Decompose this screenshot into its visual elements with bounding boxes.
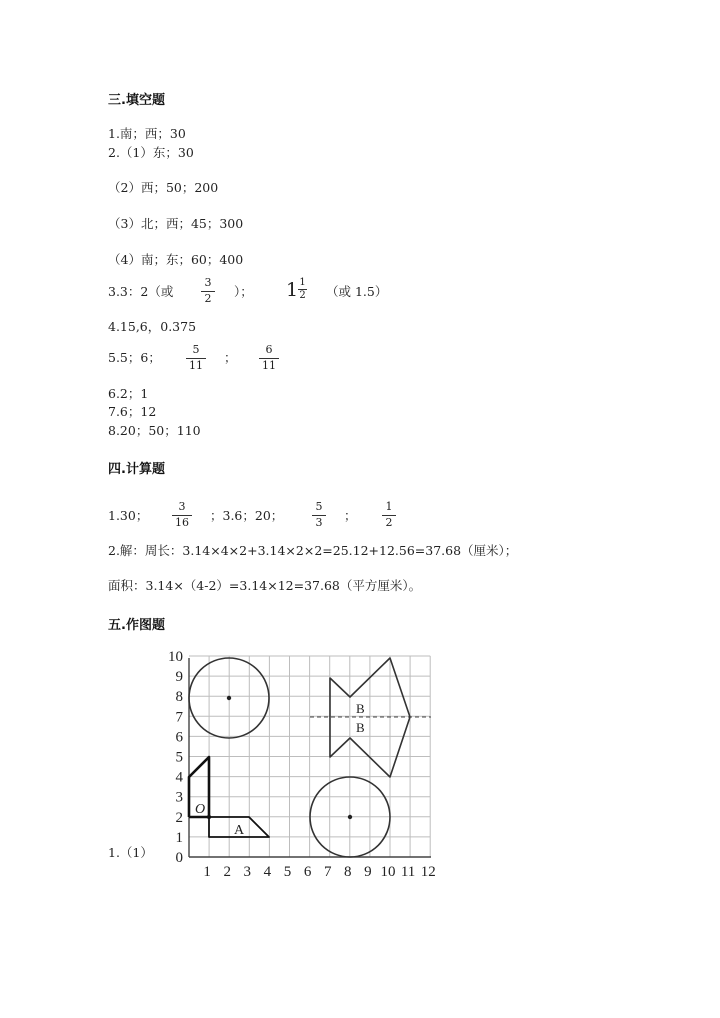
answer-3-2: 2.（1）东；30 xyxy=(108,145,194,160)
answer-4-1-sep: ； xyxy=(344,508,357,523)
x-tick-label: 4 xyxy=(263,864,272,880)
y-tick-labels xyxy=(168,649,184,866)
answer-3-2-4: （4）南；东；60；400 xyxy=(108,252,244,267)
answer-3-6: 6.2；1 xyxy=(108,386,149,401)
fraction-numerator: 3 xyxy=(178,500,186,513)
y-tick-label: 9 xyxy=(175,669,183,686)
mixed-fraction xyxy=(298,278,307,301)
fraction-5-over-3 xyxy=(312,501,326,529)
fraction-5-over-11 xyxy=(186,344,206,372)
y-tick-label: 6 xyxy=(175,729,183,746)
answer-4-1-mid: ；3.6；20； xyxy=(210,508,284,523)
circle-bottom-right-center xyxy=(348,815,352,819)
y-tick-label: 0 xyxy=(175,850,183,866)
x-tick-label: 2 xyxy=(223,864,231,880)
fraction-numerator: 5 xyxy=(315,500,323,513)
section-title-calculation: 四.计算题 xyxy=(108,462,165,477)
fraction-1-over-2 xyxy=(382,501,396,529)
answer-3-4: 4.15,6，0.375 xyxy=(108,319,197,334)
mixed-whole: 1 xyxy=(286,278,299,301)
x-tick-label: 5 xyxy=(283,864,292,880)
y-tick-label: 10 xyxy=(168,649,183,665)
answer-4-1-prefix: 1.30； xyxy=(108,508,149,523)
answer-3-2-3: （3）北；西；45；300 xyxy=(108,216,244,231)
fraction-denominator: 2 xyxy=(385,516,393,529)
answer-4-2-perimeter: 2.解：周长：3.14×4×2+3.14×2×2=25.12+12.56=37.68（厘米）； xyxy=(108,543,518,558)
answer-3-5-sep: ； xyxy=(224,350,237,365)
x-tick-label: 9 xyxy=(364,864,372,880)
answer-4-2-area: 面积：3.14×（4-2）=3.14×12=37.68（平方厘米）。 xyxy=(108,578,422,593)
y-tick-label: 3 xyxy=(175,789,183,806)
answer-3-3-suffix: （或 1.5） xyxy=(326,284,388,299)
x-tick-labels xyxy=(203,864,435,880)
answer-5-1-label: 1.（1） xyxy=(108,845,153,860)
x-tick-label: 6 xyxy=(303,864,312,880)
section-title-fill-blank: 三.填空题 xyxy=(108,93,165,108)
fraction-numerator: 1 xyxy=(299,277,306,288)
y-tick-label: 1 xyxy=(175,829,183,846)
fraction-denominator: 2 xyxy=(299,290,306,301)
y-tick-label: 8 xyxy=(175,689,183,706)
y-tick-label: 7 xyxy=(175,709,183,726)
answer-3-3-mid: ）； xyxy=(234,284,253,299)
y-tick-label: 2 xyxy=(175,809,183,826)
label-B-bottom: B xyxy=(356,720,365,735)
answer-3-5-prefix: 5.5；6； xyxy=(108,350,161,365)
x-tick-label: 8 xyxy=(344,864,352,880)
label-O: O xyxy=(195,802,206,817)
answer-3-2-2: （2）西；50；200 xyxy=(108,180,219,195)
answer-3-1: 1.南；西；30 xyxy=(108,126,186,141)
fraction-numerator: 3 xyxy=(204,276,212,289)
x-tick-label: 10 xyxy=(380,864,396,880)
fraction-numerator: 5 xyxy=(192,343,200,356)
fraction-denominator: 16 xyxy=(175,516,189,529)
fraction-3-over-16 xyxy=(172,501,192,529)
answer-3-7: 7.6；12 xyxy=(108,404,157,419)
fraction-denominator: 3 xyxy=(315,516,323,529)
label-A: A xyxy=(234,823,245,838)
fraction-denominator: 11 xyxy=(189,359,203,372)
x-tick-label: 12 xyxy=(420,864,436,880)
fraction-denominator: 11 xyxy=(262,359,276,372)
fraction-6-over-11 xyxy=(259,344,279,372)
mixed-number-1-1-2 xyxy=(286,278,307,301)
point-O xyxy=(207,815,211,819)
label-B-top: B xyxy=(356,701,365,716)
circle-top-left-center xyxy=(227,696,231,700)
y-tick-label: 5 xyxy=(175,749,183,766)
x-tick-label: 11 xyxy=(400,864,416,880)
grid-lines xyxy=(189,656,430,857)
fraction-denominator: 2 xyxy=(204,292,212,305)
fraction-numerator: 6 xyxy=(265,343,273,356)
section-title-drawing: 五.作图题 xyxy=(108,618,165,633)
x-tick-label: 7 xyxy=(323,864,332,880)
y-tick-label: 4 xyxy=(175,769,183,786)
answer-3-3-prefix: 3.3：2（或 xyxy=(108,284,174,299)
x-tick-label: 1 xyxy=(203,864,211,880)
x-tick-label: 3 xyxy=(243,864,252,880)
answer-3-8: 8.20；50；110 xyxy=(108,423,201,438)
fraction-3-over-2 xyxy=(201,277,215,305)
fraction-numerator: 1 xyxy=(385,500,393,513)
coordinate-grid-figure xyxy=(150,645,450,880)
